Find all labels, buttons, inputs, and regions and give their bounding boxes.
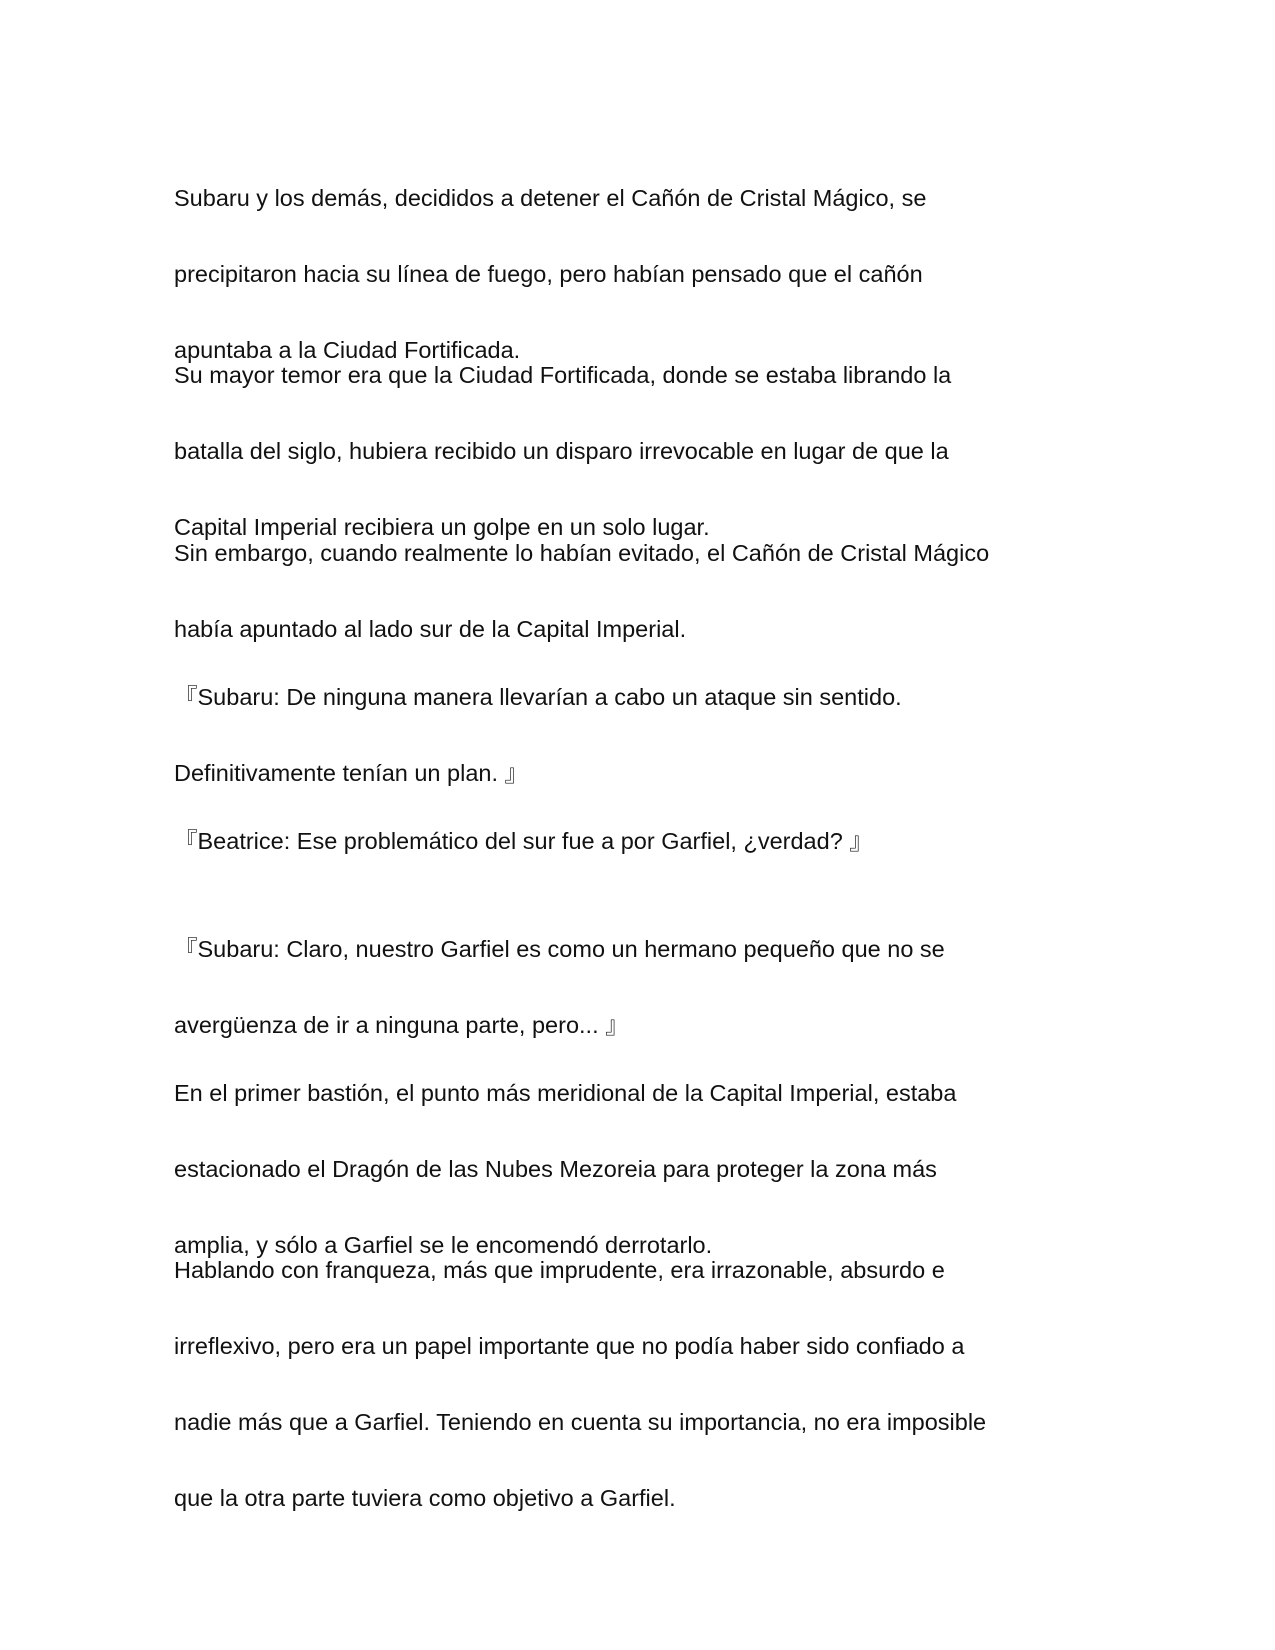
- text-line: irreflexivo, pero era un papel importante que no podía haber sido confiado a: [174, 1333, 965, 1359]
- paragraph-8: [174, 1213, 1104, 1555]
- text-line: Capital Imperial recibiera un golpe en un solo lugar.: [174, 514, 710, 540]
- text-line: estacionado el Dragón de las Nubes Mezoreia para proteger la zona más: [174, 1156, 937, 1182]
- text-line: apuntaba a la Ciudad Fortificada.: [174, 337, 521, 363]
- text-line: amplia, y sólo a Garfiel se le encomendó derrotarlo.: [174, 1232, 713, 1258]
- text-line: Su mayor temor era que la Ciudad Fortificada, donde se estaba librando la: [174, 362, 952, 388]
- text-line: 『Subaru: Claro, nuestro Garfiel es como un hermano pequeño que no se: [174, 936, 945, 962]
- text-line: precipitaron hacia su línea de fuego, pero habían pensado que el cañón: [174, 261, 923, 287]
- text-line: En el primer bastión, el punto más meridional de la Capital Imperial, estaba: [174, 1080, 957, 1106]
- text-line: Hablando con franqueza, más que imprudente, era irrazonable, absurdo e: [174, 1257, 945, 1283]
- text-line: avergüenza de ir a ninguna parte, pero... 』: [174, 1012, 629, 1038]
- text-line: batalla del siglo, hubiera recibido un disparo irrevocable en lugar de que la: [174, 438, 949, 464]
- text-line: Sin embargo, cuando realmente lo habían evitado, el Cañón de Cristal Mágico: [174, 540, 990, 566]
- text-line: Subaru y los demás, decididos a detener el Cañón de Cristal Mágico, se: [174, 185, 927, 211]
- text-line: 『Beatrice: Ese problemático del sur fue a por Garfiel, ¿verdad? 』: [174, 828, 873, 854]
- text-line: que la otra parte tuviera como objetivo a Garfiel.: [174, 1485, 676, 1511]
- text-line: había apuntado al lado sur de la Capital Imperial.: [174, 616, 687, 642]
- text-line: 『Subaru: De ninguna manera llevarían a cabo un ataque sin sentido.: [174, 684, 902, 710]
- text-line: nadie más que a Garfiel. Teniendo en cuenta su importancia, no era imposible: [174, 1409, 987, 1435]
- dialogue-beatrice: [174, 784, 1104, 898]
- text-line: Definitivamente tenían un plan. 』: [174, 760, 529, 786]
